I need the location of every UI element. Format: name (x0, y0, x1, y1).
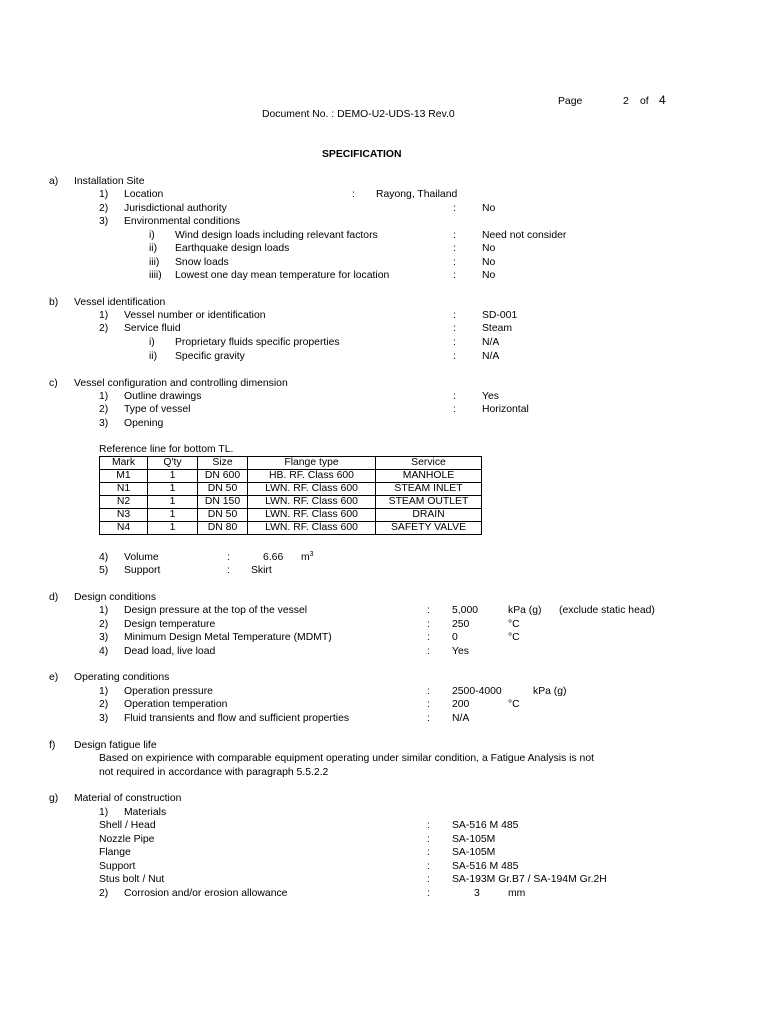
item-colon: : (453, 310, 456, 321)
item-value: Yes (452, 646, 469, 657)
table-cell: LWN. RF. Class 600 (248, 483, 376, 496)
subitem-label: Lowest one day mean temperature for location (175, 270, 390, 281)
section-title: Design fatigue life (74, 740, 157, 751)
item-label: Support (124, 565, 161, 576)
table-cell: N3 (100, 509, 148, 522)
section-title: Design conditions (74, 592, 157, 603)
section-letter: f) (49, 740, 56, 751)
item-label: Opening (124, 418, 164, 429)
subitem-label: Snow loads (175, 257, 229, 268)
item-label: Outline drawings (124, 391, 202, 402)
item-unit (301, 551, 314, 564)
item-unit: kPa (g) (508, 605, 542, 616)
subitem-value: N/A (482, 351, 500, 362)
subitem-colon: : (453, 270, 456, 281)
page-total: 4 (659, 93, 666, 107)
table-row (100, 522, 482, 535)
item-label: Volume (124, 552, 159, 563)
table-cell: M1 (100, 470, 148, 483)
nozzle-table (99, 456, 482, 535)
item-number: 3) (99, 216, 109, 227)
material-label: Nozzle Pipe (99, 834, 155, 845)
item-label: Design temperature (124, 619, 216, 630)
table-cell: HB. RF. Class 600 (248, 470, 376, 483)
table-cell: LWN. RF. Class 600 (248, 496, 376, 509)
item-value: Steam (482, 323, 513, 334)
item-colon: : (227, 565, 230, 576)
unit-base: m (301, 552, 310, 563)
page-number: 2 (623, 96, 629, 107)
table-cell: N1 (100, 483, 148, 496)
item-label: Service fluid (124, 323, 181, 334)
column-header: Service (376, 457, 482, 470)
item-value: Yes (482, 391, 499, 402)
item-number: 1) (99, 391, 109, 402)
item-number: 1) (99, 686, 109, 697)
item-value: 6.66 (263, 552, 284, 563)
table-cell: DN 50 (198, 483, 248, 496)
item-value: No (482, 203, 496, 214)
material-value: SA-516 M 485 (452, 820, 519, 831)
section-letter: c) (49, 378, 58, 389)
section-letter: d) (49, 592, 59, 603)
item-colon: : (427, 888, 430, 899)
item-unit: °C (508, 632, 520, 643)
subitem-number: ii) (149, 351, 158, 362)
table-cell: STEAM OUTLET (376, 496, 482, 509)
table-header-row (100, 457, 482, 470)
column-header: Q'ty (148, 457, 198, 470)
table-cell: 1 (148, 483, 198, 496)
unit-superscript: 3 (309, 551, 314, 558)
material-value: SA-516 M 485 (452, 861, 519, 872)
item-number: 2) (99, 404, 109, 415)
item-label: Corrosion and/or erosion allowance (124, 888, 288, 899)
item-number: 2) (99, 323, 109, 334)
item-number: 2) (99, 619, 109, 630)
item-label: Operation temperation (124, 699, 228, 710)
table-cell: DN 80 (198, 522, 248, 535)
item-label: Materials (124, 807, 167, 818)
item-label: Environmental conditions (124, 216, 241, 227)
subitem-colon: : (453, 257, 456, 268)
item-label: Design pressure at the top of the vessel (124, 605, 308, 616)
section-title: Material of construction (74, 793, 182, 804)
subitem-colon: : (453, 351, 456, 362)
table-cell: STEAM INLET (376, 483, 482, 496)
item-number: 1) (99, 310, 109, 321)
item-label: Jurisdictional authority (124, 203, 227, 214)
subitem-number: iiii) (149, 270, 162, 281)
section-title: Installation Site (74, 176, 145, 187)
subitem-label: Proprietary fluids specific properties (175, 337, 340, 348)
reference-line-note: Reference line for bottom TL. (99, 444, 234, 455)
table-cell: LWN. RF. Class 600 (248, 522, 376, 535)
item-number: 5) (99, 565, 109, 576)
item-label: Operation pressure (124, 686, 213, 697)
subitem-value: N/A (482, 337, 500, 348)
item-number: 1) (99, 605, 109, 616)
item-number: 3) (99, 632, 109, 643)
subitem-value: No (482, 243, 496, 254)
item-colon: : (427, 632, 430, 643)
subitem-colon: : (453, 230, 456, 241)
paragraph-line: not required in accordance with paragraph 5.5.2.2 (99, 767, 329, 778)
item-unit: kPa (g) (533, 686, 567, 697)
table-cell: N2 (100, 496, 148, 509)
item-colon: : (427, 605, 430, 616)
material-label: Support (99, 861, 136, 872)
item-value: 200 (452, 699, 470, 710)
table-cell: 1 (148, 470, 198, 483)
item-number: 4) (99, 646, 109, 657)
material-colon: : (427, 820, 430, 831)
item-colon: : (427, 699, 430, 710)
subitem-label: Specific gravity (175, 351, 245, 362)
item-number: 2) (99, 888, 109, 899)
item-value: Horizontal (482, 404, 529, 415)
item-label: Minimum Design Metal Temperature (MDMT) (124, 632, 332, 643)
subitem-value: No (482, 270, 496, 281)
material-colon: : (427, 834, 430, 845)
page-label: Page (558, 96, 583, 107)
column-header: Flange type (248, 457, 376, 470)
table-row (100, 470, 482, 483)
section-title: Vessel identification (74, 297, 166, 308)
section-letter: g) (49, 793, 59, 804)
item-note: (exclude static head) (559, 605, 655, 616)
subitem-label: Wind design loads including relevant factors (175, 230, 378, 241)
material-colon: : (427, 874, 430, 885)
item-label: Vessel number or identification (124, 310, 266, 321)
material-value: SA-105M (452, 847, 496, 858)
item-colon: : (453, 323, 456, 334)
item-unit: °C (508, 619, 520, 630)
table-cell: SAFETY VALVE (376, 522, 482, 535)
table-cell: N4 (100, 522, 148, 535)
item-number: 2) (99, 203, 109, 214)
table-cell: DN 600 (198, 470, 248, 483)
table-row (100, 509, 482, 522)
section-letter: e) (49, 672, 59, 683)
document-number: Document No. : DEMO-U2-UDS-13 Rev.0 (262, 109, 455, 120)
item-number: 3) (99, 418, 109, 429)
table-row (100, 483, 482, 496)
item-number: 2) (99, 699, 109, 710)
table-cell: 1 (148, 496, 198, 509)
subitem-number: ii) (149, 243, 158, 254)
subitem-colon: : (453, 243, 456, 254)
page-of-label: of (640, 96, 649, 107)
item-colon: : (352, 189, 355, 200)
document-title: SPECIFICATION (322, 149, 402, 160)
subitem-number: i) (149, 337, 155, 348)
table-cell: 1 (148, 522, 198, 535)
item-colon: : (453, 404, 456, 415)
item-number: 1) (99, 189, 109, 200)
table-cell: 1 (148, 509, 198, 522)
item-label: Type of vessel (124, 404, 191, 415)
material-label: Flange (99, 847, 131, 858)
item-label: Dead load, live load (124, 646, 216, 657)
section-letter: a) (49, 176, 59, 187)
item-label: Location (124, 189, 164, 200)
item-value: N/A (452, 713, 470, 724)
section-title: Vessel configuration and controlling dimension (74, 378, 288, 389)
material-colon: : (427, 847, 430, 858)
section-letter: b) (49, 297, 59, 308)
table-cell: DN 50 (198, 509, 248, 522)
item-number: 4) (99, 552, 109, 563)
table-cell: MANHOLE (376, 470, 482, 483)
table-cell: LWN. RF. Class 600 (248, 509, 376, 522)
material-label: Shell / Head (99, 820, 156, 831)
item-colon: : (427, 619, 430, 630)
column-header: Mark (100, 457, 148, 470)
material-colon: : (427, 861, 430, 872)
subitem-number: i) (149, 230, 155, 241)
item-colon: : (227, 552, 230, 563)
item-colon: : (427, 713, 430, 724)
paragraph-line: Based on expirience with comparable equipment operating under similar condition, a Fatigue Analysis is not (99, 753, 594, 764)
item-number: 3) (99, 713, 109, 724)
item-unit: °C (508, 699, 520, 710)
item-value: 2500-4000 (452, 686, 502, 697)
item-value: 3 (474, 888, 480, 899)
item-label: Fluid transients and flow and sufficient properties (124, 713, 350, 724)
item-colon: : (453, 391, 456, 402)
subitem-colon: : (453, 337, 456, 348)
material-value: SA-105M (452, 834, 496, 845)
table-cell: DN 150 (198, 496, 248, 509)
item-value: Rayong, Thailand (376, 189, 458, 200)
subitem-number: iii) (149, 257, 160, 268)
item-unit: mm (508, 888, 526, 899)
item-colon: : (427, 686, 430, 697)
table-cell: DRAIN (376, 509, 482, 522)
item-colon: : (427, 646, 430, 657)
item-value: 250 (452, 619, 470, 630)
material-value: SA-193M Gr.B7 / SA-194M Gr.2H (452, 874, 607, 885)
column-header: Size (198, 457, 248, 470)
subitem-label: Earthquake design loads (175, 243, 290, 254)
section-title: Operating conditions (74, 672, 170, 683)
item-value: 0 (452, 632, 458, 643)
item-colon: : (453, 203, 456, 214)
material-label: Stus bolt / Nut (99, 874, 165, 885)
subitem-value: Need not consider (482, 230, 567, 241)
item-value: SD-001 (482, 310, 518, 321)
item-value: Skirt (251, 565, 272, 576)
item-value: 5,000 (452, 605, 479, 616)
subitem-value: No (482, 257, 496, 268)
table-row (100, 496, 482, 509)
item-number: 1) (99, 807, 109, 818)
